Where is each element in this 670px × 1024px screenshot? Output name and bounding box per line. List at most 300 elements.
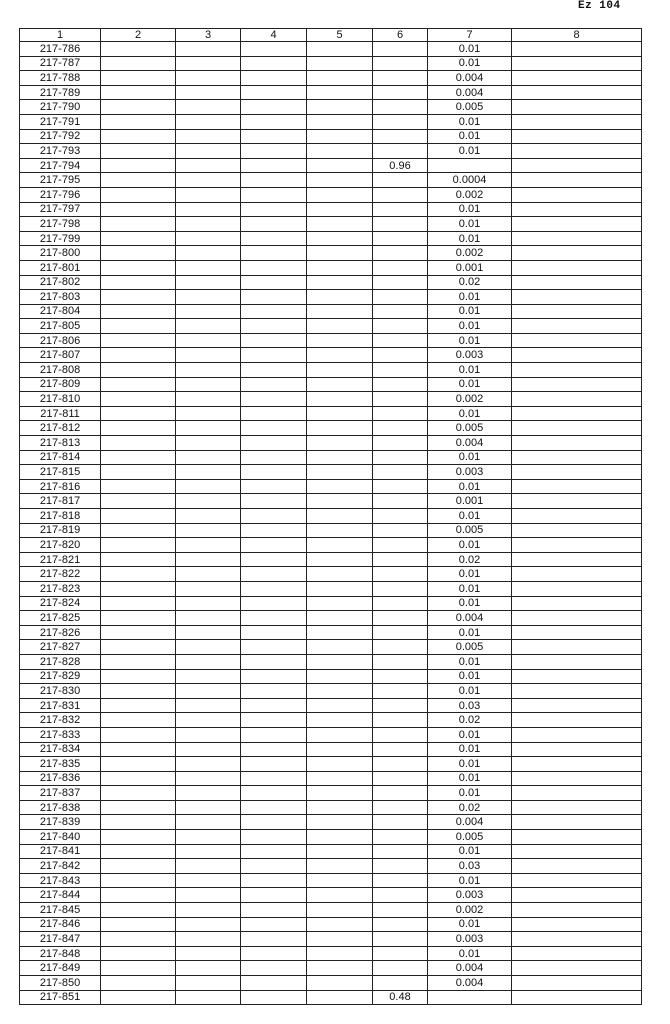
table-row xyxy=(20,187,642,202)
table-cell-col-5 xyxy=(307,392,373,407)
table-cell-col-8 xyxy=(512,552,642,567)
table-cell-col-3 xyxy=(176,742,241,757)
table-cell-col-4 xyxy=(241,406,307,421)
table-row xyxy=(20,932,642,947)
table-cell-col-3 xyxy=(176,932,241,947)
table-cell-col-8 xyxy=(512,465,642,480)
table-row xyxy=(20,100,642,115)
table-cell-col-6 xyxy=(373,946,428,961)
table-cell-col-5 xyxy=(307,976,373,991)
table-cell-col-3 xyxy=(176,479,241,494)
table-cell-col-1: 217-839 xyxy=(20,815,101,830)
table-cell-col-7: 0.01 xyxy=(428,757,512,772)
column-header-6: 6 xyxy=(373,29,428,42)
table-cell-col-3 xyxy=(176,363,241,378)
table-cell-col-7: 0.01 xyxy=(428,771,512,786)
table-cell-col-5 xyxy=(307,684,373,699)
table-cell-col-3 xyxy=(176,669,241,684)
table-row xyxy=(20,654,642,669)
table-cell-col-3 xyxy=(176,260,241,275)
table-cell-col-3 xyxy=(176,465,241,480)
table-cell-col-6 xyxy=(373,771,428,786)
table-cell-col-4 xyxy=(241,552,307,567)
table-cell-col-4 xyxy=(241,684,307,699)
table-cell-col-6 xyxy=(373,450,428,465)
table-cell-col-5 xyxy=(307,377,373,392)
table-row xyxy=(20,873,642,888)
table-cell-col-3 xyxy=(176,903,241,918)
table-cell-col-3 xyxy=(176,873,241,888)
table-cell-col-7: 0.01 xyxy=(428,202,512,217)
table-cell-col-7: 0.005 xyxy=(428,830,512,845)
table-cell-col-1: 217-825 xyxy=(20,611,101,626)
table-cell-col-1: 217-807 xyxy=(20,348,101,363)
table-cell-col-8 xyxy=(512,625,642,640)
table-cell-col-3 xyxy=(176,217,241,232)
table-cell-col-4 xyxy=(241,509,307,524)
table-cell-col-1: 217-792 xyxy=(20,129,101,144)
table-cell-col-6 xyxy=(373,348,428,363)
table-header-row xyxy=(20,29,642,42)
table-cell-col-7: 0.01 xyxy=(428,742,512,757)
table-cell-col-1: 217-803 xyxy=(20,290,101,305)
table-cell-col-8 xyxy=(512,333,642,348)
table-cell-col-5 xyxy=(307,742,373,757)
table-cell-col-5 xyxy=(307,363,373,378)
table-cell-col-6 xyxy=(373,523,428,538)
table-cell-col-6 xyxy=(373,873,428,888)
table-cell-col-6 xyxy=(373,144,428,159)
table-cell-col-2 xyxy=(101,173,176,188)
table-cell-col-4 xyxy=(241,202,307,217)
table-cell-col-3 xyxy=(176,538,241,553)
table-cell-col-4 xyxy=(241,479,307,494)
table-cell-col-5 xyxy=(307,917,373,932)
table-cell-col-7: 0.004 xyxy=(428,976,512,991)
table-cell-col-4 xyxy=(241,158,307,173)
table-cell-col-8 xyxy=(512,684,642,699)
table-cell-col-2 xyxy=(101,509,176,524)
table-cell-col-7: 0.005 xyxy=(428,640,512,655)
table-cell-col-1: 217-820 xyxy=(20,538,101,553)
table-cell-col-7: 0.01 xyxy=(428,479,512,494)
table-cell-col-4 xyxy=(241,333,307,348)
table-cell-col-3 xyxy=(176,392,241,407)
table-cell-col-5 xyxy=(307,436,373,451)
table-cell-col-8 xyxy=(512,903,642,918)
table-cell-col-4 xyxy=(241,771,307,786)
table-cell-col-2 xyxy=(101,304,176,319)
table-cell-col-7: 0.005 xyxy=(428,523,512,538)
table-cell-col-8 xyxy=(512,202,642,217)
table-cell-col-7: 0.002 xyxy=(428,187,512,202)
table-cell-col-1: 217-805 xyxy=(20,319,101,334)
table-cell-col-2 xyxy=(101,231,176,246)
table-cell-col-7: 0.01 xyxy=(428,129,512,144)
table-cell-col-2 xyxy=(101,961,176,976)
table-cell-col-3 xyxy=(176,173,241,188)
table-cell-col-2 xyxy=(101,552,176,567)
table-row xyxy=(20,392,642,407)
table-cell-col-6 xyxy=(373,640,428,655)
table-cell-col-2 xyxy=(101,830,176,845)
table-cell-col-2 xyxy=(101,363,176,378)
table-cell-col-1: 217-801 xyxy=(20,260,101,275)
table-cell-col-5 xyxy=(307,581,373,596)
table-cell-col-2 xyxy=(101,523,176,538)
table-cell-col-8 xyxy=(512,392,642,407)
table-cell-col-3 xyxy=(176,202,241,217)
table-cell-col-3 xyxy=(176,100,241,115)
table-cell-col-3 xyxy=(176,377,241,392)
table-cell-col-6 xyxy=(373,392,428,407)
table-cell-col-1: 217-846 xyxy=(20,917,101,932)
table-cell-col-8 xyxy=(512,319,642,334)
table-cell-col-1: 217-829 xyxy=(20,669,101,684)
table-cell-col-1: 217-791 xyxy=(20,114,101,129)
table-cell-col-2 xyxy=(101,114,176,129)
table-cell-col-4 xyxy=(241,698,307,713)
table-cell-col-6 xyxy=(373,830,428,845)
table-cell-col-1: 217-804 xyxy=(20,304,101,319)
table-cell-col-7: 0.01 xyxy=(428,114,512,129)
table-cell-col-8 xyxy=(512,961,642,976)
table-cell-col-2 xyxy=(101,187,176,202)
table-cell-col-1: 217-843 xyxy=(20,873,101,888)
table-cell-col-1: 217-851 xyxy=(20,990,101,1005)
table-cell-col-7: 0.01 xyxy=(428,509,512,524)
table-cell-col-5 xyxy=(307,844,373,859)
table-cell-col-5 xyxy=(307,450,373,465)
table-cell-col-3 xyxy=(176,625,241,640)
table-cell-col-7: 0.01 xyxy=(428,786,512,801)
table-cell-col-8 xyxy=(512,800,642,815)
table-cell-col-5 xyxy=(307,786,373,801)
table-cell-col-2 xyxy=(101,421,176,436)
table-cell-col-1: 217-812 xyxy=(20,421,101,436)
table-cell-col-6 xyxy=(373,421,428,436)
table-cell-col-3 xyxy=(176,976,241,991)
table-cell-col-4 xyxy=(241,932,307,947)
table-row xyxy=(20,290,642,305)
table-cell-col-3 xyxy=(176,771,241,786)
table-cell-col-3 xyxy=(176,786,241,801)
table-cell-col-7: 0.01 xyxy=(428,654,512,669)
table-cell-col-4 xyxy=(241,873,307,888)
table-cell-col-1: 217-793 xyxy=(20,144,101,159)
table-cell-col-4 xyxy=(241,348,307,363)
table-cell-col-4 xyxy=(241,640,307,655)
table-cell-col-8 xyxy=(512,363,642,378)
table-cell-col-7: 0.01 xyxy=(428,217,512,232)
table-cell-col-2 xyxy=(101,129,176,144)
table-cell-col-4 xyxy=(241,976,307,991)
table-cell-col-2 xyxy=(101,246,176,261)
table-cell-col-8 xyxy=(512,56,642,71)
table-cell-col-5 xyxy=(307,873,373,888)
table-cell-col-7: 0.01 xyxy=(428,333,512,348)
table-cell-col-8 xyxy=(512,231,642,246)
table-row xyxy=(20,158,642,173)
table-cell-col-7: 0.004 xyxy=(428,611,512,626)
table-cell-col-7: 0.001 xyxy=(428,260,512,275)
table-cell-col-8 xyxy=(512,611,642,626)
table-cell-col-8 xyxy=(512,830,642,845)
table-cell-col-1: 217-796 xyxy=(20,187,101,202)
table-cell-col-2 xyxy=(101,596,176,611)
table-cell-col-8 xyxy=(512,946,642,961)
table-cell-col-8 xyxy=(512,85,642,100)
table-cell-col-3 xyxy=(176,348,241,363)
table-cell-col-5 xyxy=(307,640,373,655)
table-cell-col-3 xyxy=(176,654,241,669)
table-cell-col-2 xyxy=(101,450,176,465)
table-row xyxy=(20,479,642,494)
table-cell-col-6: 0.96 xyxy=(373,158,428,173)
table-cell-col-5 xyxy=(307,479,373,494)
table-cell-col-2 xyxy=(101,319,176,334)
table-cell-col-4 xyxy=(241,757,307,772)
table-cell-col-3 xyxy=(176,888,241,903)
table-cell-col-2 xyxy=(101,698,176,713)
table-cell-col-4 xyxy=(241,144,307,159)
table-cell-col-6 xyxy=(373,611,428,626)
table-cell-col-6 xyxy=(373,888,428,903)
table-cell-col-1: 217-830 xyxy=(20,684,101,699)
table-cell-col-1: 217-797 xyxy=(20,202,101,217)
page-number: Ez 104 xyxy=(578,0,621,12)
table-cell-col-8 xyxy=(512,771,642,786)
table-cell-col-2 xyxy=(101,100,176,115)
table-cell-col-3 xyxy=(176,304,241,319)
table-cell-col-3 xyxy=(176,421,241,436)
table-cell-col-5 xyxy=(307,654,373,669)
table-cell-col-1: 217-837 xyxy=(20,786,101,801)
table-cell-col-5 xyxy=(307,815,373,830)
table-cell-col-1: 217-789 xyxy=(20,85,101,100)
table-cell-col-5 xyxy=(307,523,373,538)
table-cell-col-5 xyxy=(307,333,373,348)
table-cell-col-6 xyxy=(373,786,428,801)
table-cell-col-6 xyxy=(373,684,428,699)
table-cell-col-2 xyxy=(101,844,176,859)
table-cell-col-2 xyxy=(101,377,176,392)
table-cell-col-6 xyxy=(373,903,428,918)
table-cell-col-2 xyxy=(101,771,176,786)
table-cell-col-4 xyxy=(241,990,307,1005)
table-row xyxy=(20,144,642,159)
table-cell-col-5 xyxy=(307,348,373,363)
table-cell-col-8 xyxy=(512,421,642,436)
table-cell-col-3 xyxy=(176,494,241,509)
table-cell-col-8 xyxy=(512,71,642,86)
table-cell-col-7: 0.005 xyxy=(428,421,512,436)
table-cell-col-1: 217-810 xyxy=(20,392,101,407)
table-cell-col-5 xyxy=(307,100,373,115)
table-cell-col-4 xyxy=(241,246,307,261)
table-row xyxy=(20,406,642,421)
table-cell-col-2 xyxy=(101,625,176,640)
table-row xyxy=(20,377,642,392)
table-cell-col-3 xyxy=(176,144,241,159)
table-cell-col-8 xyxy=(512,567,642,582)
table-cell-col-7: 0.01 xyxy=(428,304,512,319)
table-cell-col-7: 0.03 xyxy=(428,859,512,874)
table-cell-col-8 xyxy=(512,436,642,451)
table-row xyxy=(20,436,642,451)
table-cell-col-4 xyxy=(241,523,307,538)
table-cell-col-6 xyxy=(373,114,428,129)
table-cell-col-8 xyxy=(512,246,642,261)
table-row xyxy=(20,465,642,480)
table-cell-col-5 xyxy=(307,231,373,246)
table-cell-col-2 xyxy=(101,436,176,451)
table-cell-col-6 xyxy=(373,815,428,830)
table-cell-col-5 xyxy=(307,202,373,217)
table-cell-col-5 xyxy=(307,625,373,640)
table-cell-col-7: 0.001 xyxy=(428,494,512,509)
table-cell-col-8 xyxy=(512,581,642,596)
table-cell-col-7: 0.01 xyxy=(428,567,512,582)
table-cell-col-8 xyxy=(512,173,642,188)
table-row xyxy=(20,333,642,348)
table-cell-col-8 xyxy=(512,844,642,859)
table-cell-col-4 xyxy=(241,319,307,334)
table-row xyxy=(20,319,642,334)
table-row xyxy=(20,815,642,830)
table-cell-col-4 xyxy=(241,56,307,71)
table-row xyxy=(20,260,642,275)
table-cell-col-2 xyxy=(101,333,176,348)
table-cell-col-4 xyxy=(241,859,307,874)
table-cell-col-6 xyxy=(373,275,428,290)
table-cell-col-1: 217-798 xyxy=(20,217,101,232)
table-cell-col-2 xyxy=(101,202,176,217)
table-cell-col-1: 217-833 xyxy=(20,727,101,742)
table-cell-col-7: 0.01 xyxy=(428,873,512,888)
table-row xyxy=(20,523,642,538)
table-cell-col-8 xyxy=(512,888,642,903)
table-cell-col-5 xyxy=(307,494,373,509)
table-cell-col-4 xyxy=(241,377,307,392)
table-cell-col-6 xyxy=(373,290,428,305)
table-row xyxy=(20,85,642,100)
column-header-4: 4 xyxy=(241,29,307,42)
table-cell-col-8 xyxy=(512,275,642,290)
table-cell-col-4 xyxy=(241,581,307,596)
table-cell-col-5 xyxy=(307,538,373,553)
table-cell-col-1: 217-817 xyxy=(20,494,101,509)
table-cell-col-3 xyxy=(176,436,241,451)
table-cell-col-6 xyxy=(373,727,428,742)
table-row xyxy=(20,129,642,144)
table-cell-col-4 xyxy=(241,786,307,801)
table-cell-col-4 xyxy=(241,713,307,728)
table-cell-col-7: 0.01 xyxy=(428,596,512,611)
table-cell-col-4 xyxy=(241,129,307,144)
table-cell-col-8 xyxy=(512,114,642,129)
table-cell-col-5 xyxy=(307,888,373,903)
table-row xyxy=(20,771,642,786)
table-cell-col-5 xyxy=(307,246,373,261)
table-cell-col-2 xyxy=(101,217,176,232)
table-cell-col-5 xyxy=(307,596,373,611)
table-cell-col-8 xyxy=(512,348,642,363)
table-cell-col-6 xyxy=(373,56,428,71)
table-cell-col-4 xyxy=(241,71,307,86)
table-cell-col-4 xyxy=(241,800,307,815)
table-cell-col-1: 217-816 xyxy=(20,479,101,494)
table-cell-col-6 xyxy=(373,377,428,392)
table-cell-col-1: 217-831 xyxy=(20,698,101,713)
table-cell-col-8 xyxy=(512,479,642,494)
table-cell-col-7: 0.002 xyxy=(428,392,512,407)
table-cell-col-5 xyxy=(307,144,373,159)
table-cell-col-6 xyxy=(373,436,428,451)
data-table xyxy=(19,28,642,1005)
table-cell-col-3 xyxy=(176,523,241,538)
table-cell-col-7: 0.005 xyxy=(428,100,512,115)
table-cell-col-8 xyxy=(512,494,642,509)
table-cell-col-2 xyxy=(101,392,176,407)
table-cell-col-7: 0.02 xyxy=(428,800,512,815)
table-cell-col-7: 0.01 xyxy=(428,56,512,71)
table-cell-col-8 xyxy=(512,815,642,830)
table-cell-col-3 xyxy=(176,42,241,57)
table-cell-col-7 xyxy=(428,990,512,1005)
table-cell-col-1: 217-808 xyxy=(20,363,101,378)
table-cell-col-4 xyxy=(241,625,307,640)
table-cell-col-8 xyxy=(512,377,642,392)
table-cell-col-5 xyxy=(307,800,373,815)
table-cell-col-8 xyxy=(512,873,642,888)
table-cell-col-7: 0.002 xyxy=(428,246,512,261)
table-cell-col-4 xyxy=(241,903,307,918)
table-cell-col-5 xyxy=(307,290,373,305)
table-cell-col-4 xyxy=(241,114,307,129)
table-cell-col-1: 217-835 xyxy=(20,757,101,772)
table-cell-col-7: 0.02 xyxy=(428,275,512,290)
table-cell-col-1: 217-838 xyxy=(20,800,101,815)
table-cell-col-3 xyxy=(176,567,241,582)
table-row xyxy=(20,275,642,290)
table-cell-col-8 xyxy=(512,42,642,57)
table-cell-col-5 xyxy=(307,669,373,684)
table-cell-col-6 xyxy=(373,859,428,874)
table-cell-col-1: 217-822 xyxy=(20,567,101,582)
table-cell-col-8 xyxy=(512,523,642,538)
table-cell-col-3 xyxy=(176,815,241,830)
table-row xyxy=(20,348,642,363)
table-cell-col-5 xyxy=(307,129,373,144)
table-row xyxy=(20,450,642,465)
table-cell-col-7: 0.01 xyxy=(428,844,512,859)
table-cell-col-2 xyxy=(101,684,176,699)
table-cell-col-1: 217-840 xyxy=(20,830,101,845)
table-cell-col-5 xyxy=(307,771,373,786)
table-cell-col-1: 217-828 xyxy=(20,654,101,669)
table-cell-col-6 xyxy=(373,246,428,261)
table-cell-col-1: 217-790 xyxy=(20,100,101,115)
table-cell-col-4 xyxy=(241,363,307,378)
table-cell-col-5 xyxy=(307,698,373,713)
table-cell-col-6 xyxy=(373,406,428,421)
table-cell-col-7: 0.01 xyxy=(428,406,512,421)
table-cell-col-7: 0.01 xyxy=(428,450,512,465)
table-cell-col-4 xyxy=(241,392,307,407)
table-cell-col-5 xyxy=(307,946,373,961)
table-cell-col-1: 217-802 xyxy=(20,275,101,290)
